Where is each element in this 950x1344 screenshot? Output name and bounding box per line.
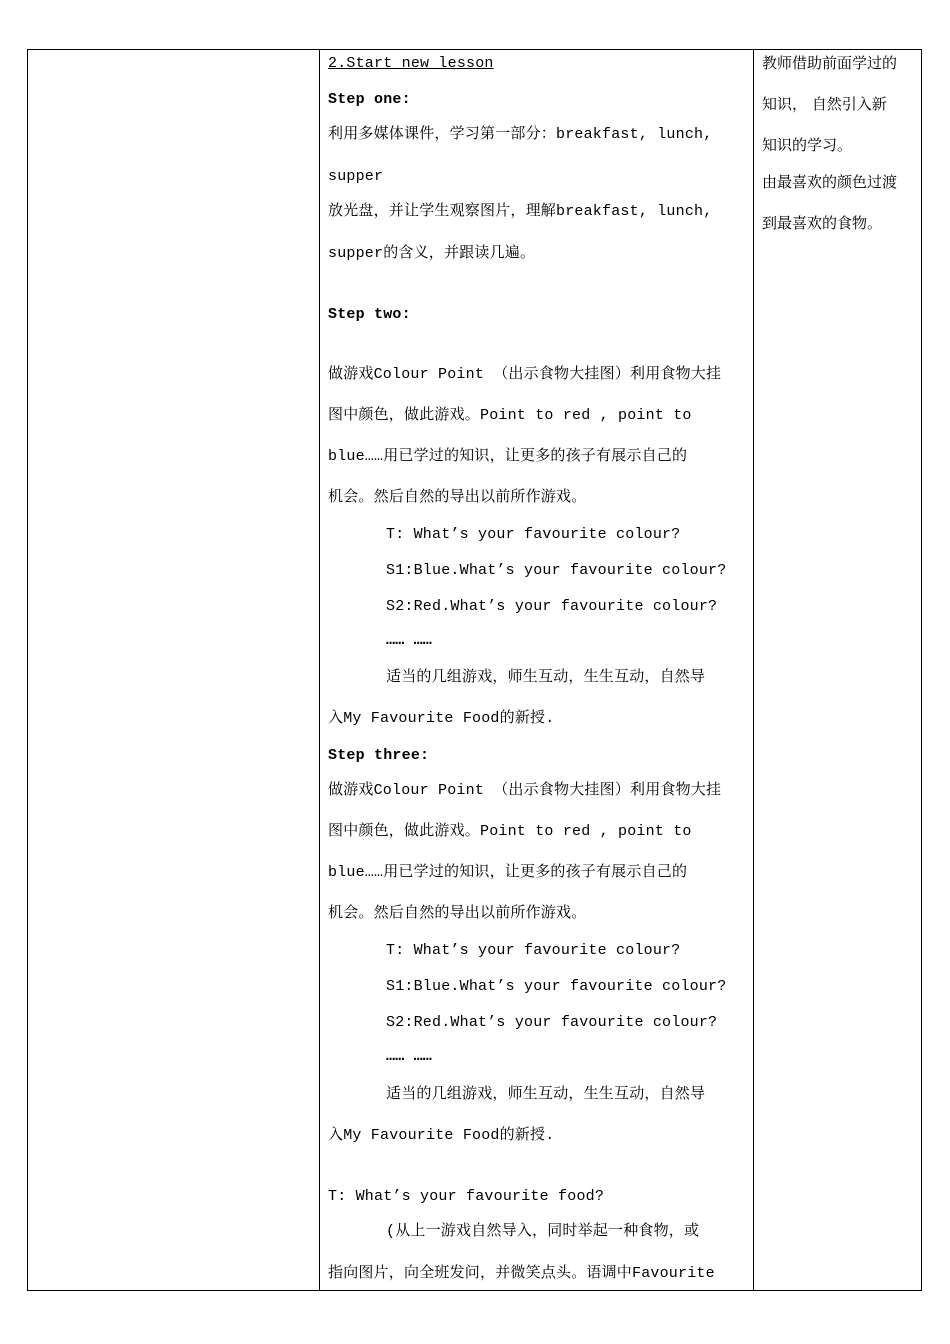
step-three-title: Step three: <box>328 747 430 764</box>
step-two-line: 做游戏Colour Point （出示食物大挂图）利用食物大挂 <box>328 366 722 383</box>
step-two-title: Step two: <box>328 306 411 323</box>
intent-line: 知识的学习。 <box>762 136 853 154</box>
intent-line: 由最喜欢的颜色过渡 <box>762 173 898 191</box>
dialog-line: S1:Blue.What’s your favourite colour? <box>386 562 727 579</box>
food-instruction: 指向图片，向全班发问，并微笑点头。语调中Favourite <box>328 1265 715 1282</box>
food-instruction: (从上一游戏自然导入，同时举起一种食物，或 <box>386 1223 700 1240</box>
intent-line: 教师借助前面学过的 <box>762 54 898 72</box>
step-one-line: supper的含义，并跟读几遍。 <box>328 245 536 262</box>
step-one-line: 利用多媒体课件，学习第一部分：breakfast, lunch, <box>328 126 713 143</box>
dialog-line: T: What’s your favourite colour? <box>386 942 681 959</box>
dialog-ellipsis: …… …… <box>386 1048 433 1065</box>
step-one-line: supper <box>328 168 384 185</box>
dialog-line: T: What’s your favourite colour? <box>386 526 681 543</box>
step-two-line: blue……用已学过的知识，让更多的孩子有展示自己的 <box>328 448 688 465</box>
step-three-line: 做游戏Colour Point （出示食物大挂图）利用食物大挂 <box>328 782 722 799</box>
column-divider-left <box>319 50 320 1290</box>
step-three-line: 机会。然后自然的导出以前所作游戏。 <box>328 905 587 922</box>
dialog-ellipsis: …… …… <box>386 632 433 649</box>
step-two-line: 图中颜色，做此游戏。Point to red , point to <box>328 407 692 424</box>
step-two-line: 机会。然后自然的导出以前所作游戏。 <box>328 489 587 506</box>
food-question: T: What’s your favourite food? <box>328 1188 605 1205</box>
step-one-line: 放光盘，并让学生观察图片，理解breakfast, lunch, <box>328 203 713 220</box>
section-heading: 2.Start new lesson <box>328 55 494 72</box>
dialog-line: S2:Red.What’s your favourite colour? <box>386 598 718 615</box>
intent-line: 到最喜欢的食物。 <box>762 214 883 232</box>
dialog-line: S2:Red.What’s your favourite colour? <box>386 1014 718 1031</box>
step-three-line: 图中颜色，做此游戏。Point to red , point to <box>328 823 692 840</box>
intent-line: 知识， 自然引入新 <box>762 95 887 113</box>
step-two-summary: 适当的几组游戏，师生互动，生生互动，自然导 <box>386 669 706 686</box>
step-three-line: blue……用已学过的知识，让更多的孩子有展示自己的 <box>328 864 688 881</box>
dialog-line: S1:Blue.What’s your favourite colour? <box>386 978 727 995</box>
step-three-summary: 入My Favourite Food的新授. <box>328 1127 555 1144</box>
step-two-summary: 入My Favourite Food的新授. <box>328 710 555 727</box>
column-divider-right <box>753 50 754 1290</box>
step-three-summary: 适当的几组游戏，师生互动，生生互动，自然导 <box>386 1086 706 1103</box>
step-one-title: Step one: <box>328 91 411 108</box>
